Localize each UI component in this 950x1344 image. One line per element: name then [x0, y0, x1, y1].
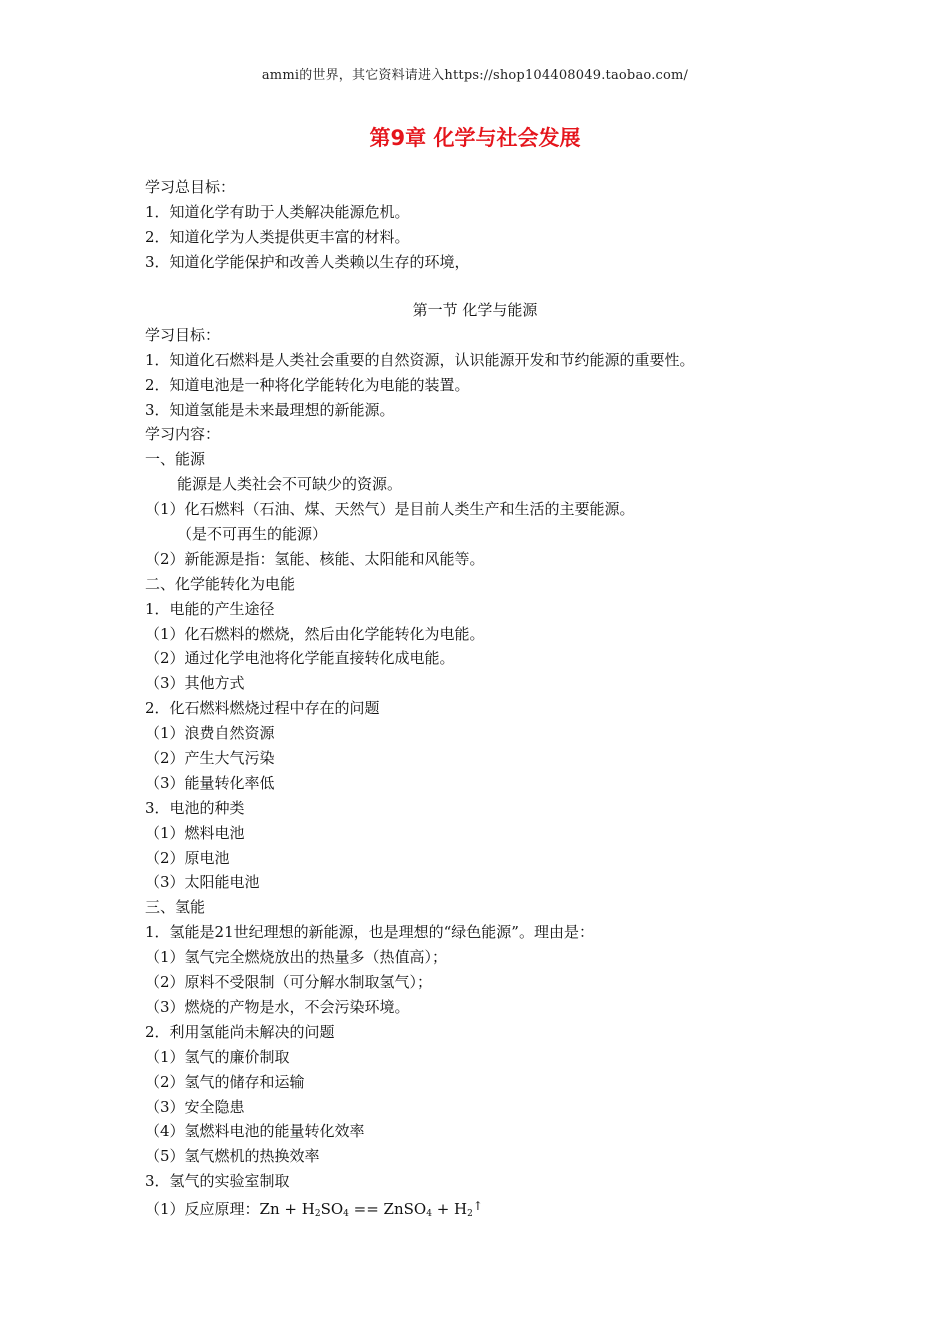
goal-item: 3．知道氢能是未来最理想的新能源。 — [145, 400, 395, 419]
part-heading-hydrogen: 三、氢能 — [145, 898, 206, 917]
overall-goals — [145, 175, 825, 275]
goals-heading: 学习目标： — [145, 325, 221, 344]
subscript: 2 — [314, 1209, 321, 1220]
gas-up-arrow-icon: ↑ — [472, 1199, 483, 1214]
goal-item: 1．知道化石燃料是人类社会重要的自然资源，认识能源开发和节约能源的重要性。 — [145, 350, 695, 369]
list-item: （3）能量转化率低 — [145, 773, 275, 792]
list-item: （1）浪费自然资源 — [145, 724, 275, 743]
list-item: （1）燃料电池 — [145, 823, 245, 842]
energy-note: （是不可再生的能源） — [177, 525, 328, 544]
subheading: 3．氢气的实验室制取 — [145, 1172, 290, 1191]
reaction-equation — [145, 1194, 825, 1219]
part-heading-electricity: 二、化学能转化为电能 — [145, 574, 296, 593]
list-item: （3）安全隐患 — [145, 1097, 245, 1116]
reaction-prefix: （1）反应原理：Zn + H — [145, 1200, 315, 1219]
subscript: 4 — [343, 1209, 349, 1220]
list-item: （5）氢气燃机的热换效率 — [145, 1147, 320, 1166]
section-one — [145, 298, 825, 1219]
list-item: （3）太阳能电池 — [145, 873, 260, 892]
content-heading: 学习内容： — [145, 425, 221, 444]
list-item: （3）燃烧的产物是水，不会污染环境。 — [145, 997, 410, 1016]
overall-goal-item: 3．知道化学能保护和改善人类赖以生存的环境， — [145, 252, 470, 271]
subheading: 1．电能的产生途径 — [145, 599, 275, 618]
list-item: （3）其他方式 — [145, 674, 245, 693]
subscript: 4 — [426, 1209, 432, 1220]
list-item: （1）氢气完全燃烧放出的热量多（热值高）； — [145, 948, 448, 967]
list-item: （4）氢燃料电池的能量转化效率 — [145, 1122, 365, 1141]
reaction-text: SO — [320, 1200, 344, 1219]
subheading: 1．氢能是21世纪理想的新能源，也是理想的“绿色能源”。理由是： — [145, 923, 594, 942]
overall-goal-item: 1．知道化学有助于人类解决能源危机。 — [145, 202, 410, 221]
reaction-text: == ZnSO — [348, 1200, 427, 1219]
list-item: （1）化石燃料的燃烧，然后由化学能转化为电能。 — [145, 624, 485, 643]
list-item: （2）氢气的储存和运输 — [145, 1072, 305, 1091]
list-item: （2）通过化学电池将化学能直接转化成电能。 — [145, 649, 455, 668]
page-header-watermark: ammi的世界，其它资料请进入https://shop104408049.taobao.com/ — [261, 68, 689, 83]
subscript: 2 — [467, 1209, 473, 1220]
part-heading-energy: 一、能源 — [145, 450, 206, 469]
section-title: 第一节 化学与能源 — [412, 301, 538, 319]
list-item: （2）原料不受限制（可分解水制取氢气）； — [145, 973, 433, 992]
energy-point: （2）新能源是指：氢能、核能、太阳能和风能等。 — [145, 549, 485, 568]
goal-item: 2．知道电池是一种将化学能转化为电能的装置。 — [145, 375, 470, 394]
overall-goal-item: 2．知道化学为人类提供更丰富的材料。 — [145, 227, 410, 246]
energy-point: （1）化石燃料（石油、煤、天然气）是目前人类生产和生活的主要能源。 — [145, 500, 635, 519]
reaction-text: + H — [431, 1200, 468, 1219]
list-item: （1）氢气的廉价制取 — [145, 1047, 290, 1066]
overall-goals-heading: 学习总目标： — [145, 178, 236, 196]
list-item: （2）产生大气污染 — [145, 749, 275, 768]
subheading: 2．利用氢能尚未解决的问题 — [145, 1022, 335, 1041]
list-item: （2）原电池 — [145, 848, 230, 867]
energy-intro: 能源是人类社会不可缺少的资源。 — [177, 475, 403, 494]
subheading: 2．化石燃料燃烧过程中存在的问题 — [145, 699, 380, 718]
subheading: 3．电池的种类 — [145, 798, 245, 817]
chapter-title: 第9章 化学与社会发展 — [369, 126, 581, 150]
